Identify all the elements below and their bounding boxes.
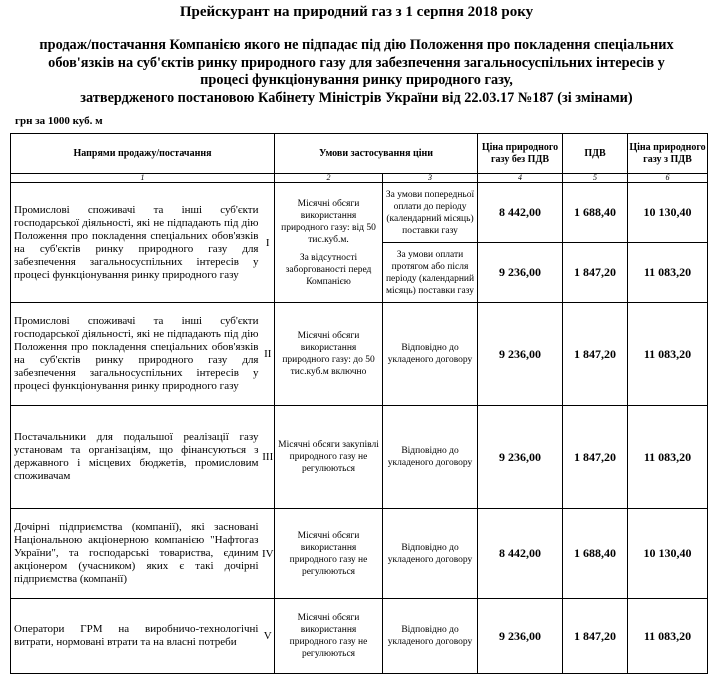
condition-volume: Місячні обсяги використання природного газу не регулюються: [275, 509, 383, 599]
row-number: II: [262, 303, 275, 406]
vat-amount: 1 688,40: [563, 509, 628, 599]
column-number: 2: [275, 174, 383, 183]
subtitle-line-3: процесі функціонування ринку природного газу,: [200, 72, 513, 88]
column-number: 4: [478, 174, 563, 183]
payment-condition: За умови оплати протягом або після періоду (календарний місяць) поставки газу: [383, 243, 478, 303]
price-with-vat: 10 130,40: [628, 509, 708, 599]
document-subtitle: [10, 37, 703, 107]
payment-condition: Відповідно до укладеного договору: [383, 406, 478, 509]
price-no-vat: 9 236,00: [478, 303, 563, 406]
document-title: Прейскурант на природний газ з 1 серпня 2018 року: [179, 4, 534, 20]
column-numbers-row: [11, 174, 708, 183]
table-header-row: [11, 134, 708, 174]
vat-amount: 1 847,20: [563, 303, 628, 406]
header-conditions: Умови застосування ціни: [275, 134, 478, 174]
table-row: [11, 406, 708, 509]
price-with-vat: 11 083,20: [628, 243, 708, 303]
subtitle-line-4: затвердженого постановою Кабінету Міністрів України від 22.03.17 №187 (зі змінами): [80, 89, 633, 106]
price-with-vat: 10 130,40: [628, 183, 708, 243]
vat-amount: 1 847,20: [563, 599, 628, 674]
table-row: [11, 303, 708, 406]
condition-volume: Місячні обсяги використання природного газу: від 50 тис.куб.м.: [281, 198, 376, 245]
price-table: [10, 133, 708, 674]
condition-volume: Місячні обсяги використання природного газу: до 50 тис.куб.м включно: [275, 303, 383, 406]
payment-condition: За умови попередньої оплати до періоду (календарний місяць) поставки газу: [383, 183, 478, 243]
column-number: 3: [383, 174, 478, 183]
condition-volume: Місячні обсяги закупівлі природного газу не регулюються: [275, 406, 383, 509]
header-price-no-vat: Ціна природного газу без ПДВ: [478, 134, 563, 174]
payment-condition: Відповідно до укладеного договору: [383, 599, 478, 674]
subtitle-line-1: продаж/постачання Компанією якого не підпадає під дію Положення про покладення спеціальних: [39, 37, 674, 53]
row-description: Дочірні підприємства (компанії), які засновані Національною акціонерною компанією "Нафтогаз України", та господарські товариства, єдиним акціонером (учасником) яких є такі дочірні підприємства (компанії): [11, 509, 262, 599]
header-price-vat: Ціна природного газу з ПДВ: [628, 134, 708, 174]
vat-amount: 1 847,20: [563, 243, 628, 303]
price-no-vat: 9 236,00: [478, 406, 563, 509]
row-description: Постачальники для подальшої реалізації газу установам та організаціям, що фінансуються з державного і місцевих бюджетів, промисловим споживачам: [11, 406, 262, 509]
price-no-vat: 9 236,00: [478, 599, 563, 674]
column-number: 5: [563, 174, 628, 183]
table-row: [11, 509, 708, 599]
row-number: III: [262, 406, 275, 509]
header-vat: ПДВ: [563, 134, 628, 174]
condition-cell: [275, 183, 383, 303]
row-description: Оператори ГРМ на виробничо-технологічні витрати, нормовані втрати та на власні потреби: [11, 599, 262, 674]
column-number: 6: [628, 174, 708, 183]
price-no-vat: 8 442,00: [478, 509, 563, 599]
row-number: IV: [262, 509, 275, 599]
row-number: V: [262, 599, 275, 674]
vat-amount: 1 847,20: [563, 406, 628, 509]
price-no-vat: 9 236,00: [478, 243, 563, 303]
price-with-vat: 11 083,20: [628, 406, 708, 509]
table-row: [11, 183, 708, 243]
row-description: Промислові споживачі та інші суб'єкти господарської діяльності, які не підпадають під дію Положення про покладення спеціальних обов'язків на суб'єктів ринку природного газу для забезпечення загальносуспільних інтересів у процесі функціонування ринку природного газу: [11, 183, 262, 303]
unit-label: грн за 1000 куб. м: [15, 115, 103, 127]
vat-amount: 1 688,40: [563, 183, 628, 243]
row-description: Промислові споживачі та інші суб'єкти господарської діяльності, які не підпадають під дію Положення про покладення спеціальних обов'язків на суб'єктів ринку природного газу для забезпечення загальносуспільних інтересів у процесі функціонування ринку природного газу: [11, 303, 262, 406]
payment-condition: Відповідно до укладеного договору: [383, 509, 478, 599]
condition-debt: За відсутності заборгованості перед Компанією: [285, 252, 372, 287]
row-number: I: [262, 183, 275, 303]
condition-volume: Місячні обсяги використання природного газу не регулюються: [275, 599, 383, 674]
price-no-vat: 8 442,00: [478, 183, 563, 243]
payment-condition: Відповідно до укладеного договору: [383, 303, 478, 406]
table-row: [11, 599, 708, 674]
price-with-vat: 11 083,20: [628, 599, 708, 674]
header-direction: Напрями продажу/постачання: [11, 134, 275, 174]
price-with-vat: 11 083,20: [628, 303, 708, 406]
column-number: 1: [11, 174, 275, 183]
subtitle-line-2: обов'язків на суб'єктів ринку природного газу для забезпечення загальносуспільних інтересів у: [48, 54, 665, 71]
